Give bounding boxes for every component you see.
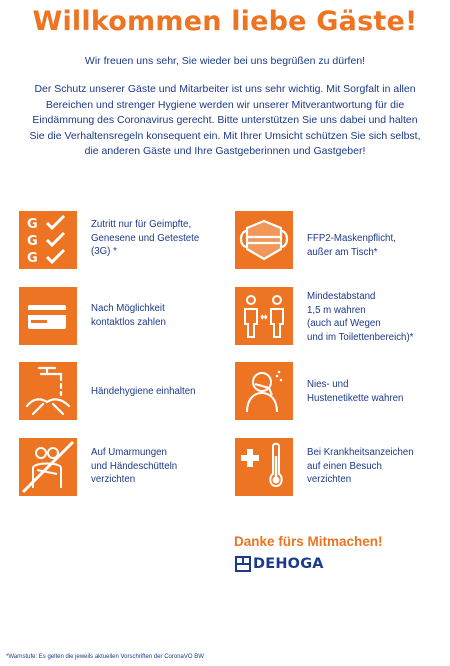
subtitle: Wir freuen uns sehr, Sie wieder bei uns begrüßen zu dürfen! [84, 55, 366, 67]
tile-letter: G [27, 251, 38, 266]
rule-label: Nies- und Hustenetikette wahren [307, 379, 404, 404]
page-title: Willkommen liebe Gäste! [32, 6, 418, 37]
rule-label: Händehygiene einhalten [91, 386, 196, 397]
rule-label: Zutritt nur für Geimpfte, Genesene und Getestete (3G) * [91, 219, 200, 258]
ggg-check-icon [19, 211, 77, 269]
distance-people-icon [235, 287, 293, 345]
footnote: *Warnstufe: Es gelten die jeweils aktuellen Vorschriften der CoronaVO BW [6, 654, 204, 660]
logo-text: DEHOGA [253, 556, 324, 572]
no-hugging-icon [19, 438, 77, 496]
thanks-text: Danke fürs Mitmachen! [234, 534, 383, 549]
intro-line: Eindämmung des Coronavirus gerecht. Bitte unterstützen Sie uns dabei und halten [32, 114, 418, 127]
rule-label: Nach Möglichkeit kontaktlos zahlen [91, 303, 166, 328]
contactless-card-icon [19, 287, 77, 345]
tile-letter: G [27, 217, 38, 232]
dehoga-logo [235, 555, 324, 573]
dehoga-emblem-icon [235, 556, 251, 572]
rule-label: Bei Krankheitsanzeichen auf einen Besuch verzichten [307, 447, 414, 486]
intro-line: Bereichen und strenger Hygiene werden wir unserer Mitverantwortung für die [45, 98, 405, 111]
thermometer-illness-icon [235, 438, 293, 496]
intro-line: Sie die Verhaltensregeln konsequent ein. Mit Ihrer Umsicht schützen Sie sich selbst, [29, 129, 421, 142]
tile-letter: G [27, 234, 38, 249]
rule-label: FFP2-Maskenpflicht, außer am Tisch* [307, 233, 396, 258]
rule-label: Auf Umarmungen und Händeschütteln verzichten [91, 447, 178, 486]
intro-line: die anderen Gäste und Ihre Gastgeberinnen und Gastgeber! [84, 145, 366, 158]
ffp2-mask-icon [235, 211, 293, 269]
cough-etiquette-icon [235, 362, 293, 420]
intro-line: Der Schutz unserer Gäste und Mitarbeiter ist uns sehr wichtig. Mit Sorgfalt in allen [34, 83, 416, 95]
intro-text [10, 82, 440, 160]
hand-washing-icon [19, 362, 77, 420]
rule-label: Mindestabstand 1,5 m wahren (auch auf Wegen und im Toilettenbereich)* [307, 291, 414, 343]
